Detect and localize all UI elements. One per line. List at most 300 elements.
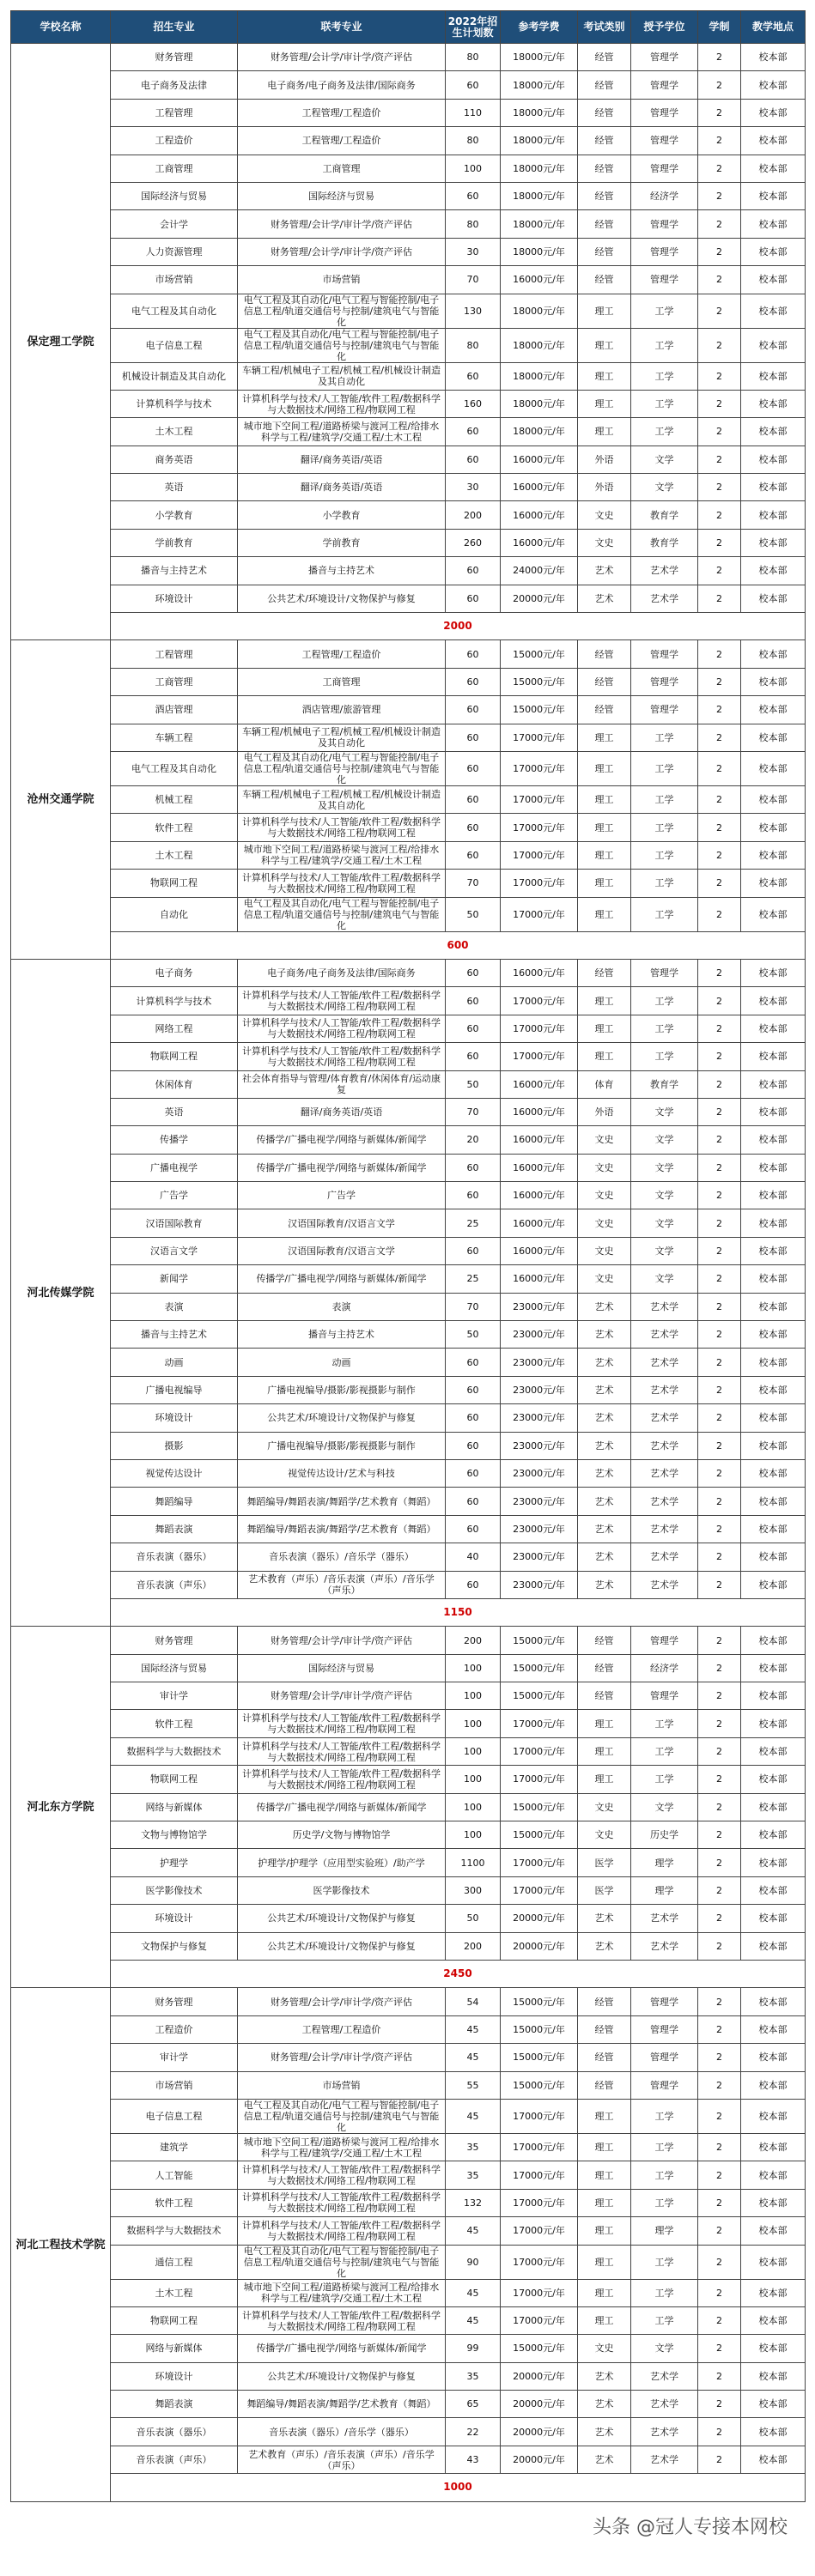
exam-category-cell: 经管 [578,238,631,265]
exam-category-cell: 文史 [578,1154,631,1181]
tuition-cell: 15000元/年 [501,1793,578,1821]
degree-cell: 管理学 [631,266,698,294]
location-cell: 校本部 [741,99,806,126]
exam-category-cell: 理工 [578,362,631,390]
location-cell: 校本部 [741,1654,806,1682]
table-row [11,724,806,751]
degree-cell: 教育学 [631,529,698,556]
plan-table-container [10,10,805,2551]
duration-cell: 2 [698,71,741,99]
tuition-cell: 18000元/年 [501,418,578,445]
plan-count-cell: 60 [446,785,501,813]
tuition-cell: 16000元/年 [501,1265,578,1293]
degree-cell: 管理学 [631,71,698,99]
exam-category-cell: 艺术 [578,2446,631,2473]
table-row [11,1849,806,1876]
tuition-cell: 17000元/年 [501,751,578,785]
tuition-cell: 23000元/年 [501,1321,578,1349]
duration-cell: 2 [698,2446,741,2473]
duration-cell: 2 [698,668,741,695]
exam-category-cell: 理工 [578,897,631,931]
plan-count-cell: 300 [446,1876,501,1904]
duration-cell: 2 [698,2071,741,2099]
table-row [11,785,806,813]
location-cell: 校本部 [741,71,806,99]
degree-cell: 文学 [631,2335,698,2362]
exam-category-cell: 理工 [578,1737,631,1765]
tuition-cell: 18000元/年 [501,328,578,362]
degree-cell: 工学 [631,2099,698,2133]
joint-major-cell: 电子商务/电子商务及法律/国际商务 [238,959,446,986]
joint-major-cell: 汉语国际教育/汉语言文学 [238,1237,446,1264]
duration-cell: 2 [698,1432,741,1459]
exam-category-cell: 经管 [578,182,631,209]
plan-count-cell: 60 [446,814,501,841]
duration-cell: 2 [698,2279,741,2306]
table-row [11,127,806,155]
plan-count-cell: 35 [446,2133,501,2161]
exam-category-cell: 经管 [578,696,631,724]
degree-cell: 工学 [631,2189,698,2216]
degree-cell: 工学 [631,294,698,328]
duration-cell: 2 [698,2306,741,2334]
table-row [11,1876,806,1904]
exam-category-cell: 理工 [578,2189,631,2216]
tuition-cell: 15000元/年 [501,1682,578,1710]
major-cell: 电气工程及其自动化 [111,294,238,328]
major-cell: 软件工程 [111,2189,238,2216]
table-row [11,2391,806,2418]
degree-cell: 艺术学 [631,2391,698,2418]
location-cell: 校本部 [741,2245,806,2279]
location-cell: 校本部 [741,2189,806,2216]
exam-category-cell: 理工 [578,814,631,841]
location-cell: 校本部 [741,1821,806,1849]
duration-cell: 2 [698,1098,741,1125]
joint-major-cell: 传播学/广播电视学/网络与新媒体/新闻学 [238,1126,446,1154]
school-total: 1150 [111,1598,806,1626]
joint-major-cell: 财务管理/会计学/审计学/资产评估 [238,44,446,71]
total-row [11,2474,806,2501]
major-cell: 电子商务 [111,959,238,986]
joint-major-cell: 电气工程及其自动化/电气工程与智能控制/电子信息工程/轨道交通信号与控制/建筑电气与智能化 [238,294,446,328]
duration-cell: 2 [698,155,741,182]
header-row [11,11,806,44]
location-cell: 校本部 [741,529,806,556]
duration-cell: 2 [698,529,741,556]
table-row [11,1043,806,1070]
table-row [11,2099,806,2133]
tuition-cell: 15000元/年 [501,668,578,695]
plan-count-cell: 45 [446,2217,501,2245]
joint-major-cell: 公共艺术/环境设计/文物保护与修复 [238,1932,446,1960]
header-degree: 授予学位 [631,11,698,44]
location-cell: 校本部 [741,1126,806,1154]
exam-category-cell: 理工 [578,2161,631,2189]
major-cell: 建筑学 [111,2133,238,2161]
degree-cell: 艺术学 [631,1932,698,1960]
tuition-cell: 23000元/年 [501,1293,578,1320]
major-cell: 物联网工程 [111,870,238,897]
school-total: 2450 [111,1961,806,1988]
tuition-cell: 17000元/年 [501,2099,578,2133]
joint-major-cell: 工商管理 [238,668,446,695]
exam-category-cell: 艺术 [578,1432,631,1459]
tuition-cell: 17000元/年 [501,870,578,897]
degree-cell: 理学 [631,2217,698,2245]
major-cell: 机械设计制造及其自动化 [111,362,238,390]
plan-count-cell: 65 [446,2391,501,2418]
joint-major-cell: 城市地下空间工程/道路桥梁与渡河工程/给排水科学与工程/建筑学/交通工程/土木工程 [238,2133,446,2161]
tuition-cell: 16000元/年 [501,1182,578,1209]
degree-cell: 艺术学 [631,585,698,612]
duration-cell: 2 [698,2015,741,2043]
tuition-cell: 17000元/年 [501,2189,578,2216]
plan-count-cell: 160 [446,390,501,417]
exam-category-cell: 艺术 [578,1376,631,1403]
location-cell: 校本部 [741,724,806,751]
degree-cell: 管理学 [631,238,698,265]
degree-cell: 工学 [631,1766,698,1793]
tuition-cell: 18000元/年 [501,182,578,209]
plan-count-cell: 60 [446,585,501,612]
joint-major-cell: 国际经济与贸易 [238,1654,446,1682]
major-cell: 网络与新媒体 [111,1793,238,1821]
tuition-cell: 23000元/年 [501,1376,578,1403]
location-cell: 校本部 [741,445,806,473]
joint-major-cell: 财务管理/会计学/审计学/资产评估 [238,1682,446,1710]
duration-cell: 2 [698,1737,741,1765]
duration-cell: 2 [698,1710,741,1737]
exam-category-cell: 艺术 [578,1932,631,1960]
tuition-cell: 18000元/年 [501,99,578,126]
location-cell: 校本部 [741,1543,806,1571]
degree-cell: 工学 [631,1043,698,1070]
tuition-cell: 24000元/年 [501,557,578,585]
school-name-cell: 保定理工学院 [11,44,111,640]
location-cell: 校本部 [741,1849,806,1876]
exam-category-cell: 经管 [578,155,631,182]
tuition-cell: 15000元/年 [501,1988,578,2015]
table-row [11,1209,806,1237]
duration-cell: 2 [698,418,741,445]
major-cell: 国际经济与贸易 [111,182,238,209]
location-cell: 校本部 [741,1793,806,1821]
degree-cell: 文学 [631,445,698,473]
table-row [11,870,806,897]
joint-major-cell: 音乐表演（器乐）/音乐学（器乐） [238,1543,446,1571]
major-cell: 小学教育 [111,501,238,529]
joint-major-cell: 计算机科学与技术/人工智能/软件工程/数据科学与大数据技术/网络工程/物联网工程 [238,1710,446,1737]
tuition-cell: 18000元/年 [501,294,578,328]
duration-cell: 2 [698,2133,741,2161]
plan-count-cell: 60 [446,640,501,668]
joint-major-cell: 历史学/文物与博物馆学 [238,1821,446,1849]
table-row [11,1293,806,1320]
duration-cell: 2 [698,1543,741,1571]
major-cell: 商务英语 [111,445,238,473]
tuition-cell: 18000元/年 [501,210,578,238]
exam-category-cell: 艺术 [578,1571,631,1598]
joint-major-cell: 电气工程及其自动化/电气工程与智能控制/电子信息工程/轨道交通信号与控制/建筑电气与智能化 [238,2245,446,2279]
plan-count-cell: 60 [446,1349,501,1376]
major-cell: 文物与博物馆学 [111,1821,238,1849]
plan-count-cell: 70 [446,1293,501,1320]
degree-cell: 管理学 [631,668,698,695]
major-cell: 电子商务及法律 [111,71,238,99]
duration-cell: 2 [698,785,741,813]
plan-count-cell: 60 [446,1488,501,1515]
table-row [11,841,806,869]
exam-category-cell: 文史 [578,529,631,556]
exam-category-cell: 经管 [578,2044,631,2071]
watermark: 头条 @冠人专接本网校 [593,2517,788,2538]
exam-category-cell: 理工 [578,2099,631,2133]
major-cell: 医学影像技术 [111,1876,238,1904]
duration-cell: 2 [698,294,741,328]
degree-cell: 管理学 [631,99,698,126]
table-row [11,1766,806,1793]
major-cell: 环境设计 [111,2362,238,2390]
tuition-cell: 17000元/年 [501,785,578,813]
location-cell: 校本部 [741,2418,806,2446]
major-cell: 计算机科学与技术 [111,987,238,1015]
location-cell: 校本部 [741,2217,806,2245]
joint-major-cell: 市场营销 [238,2071,446,2099]
degree-cell: 经济学 [631,1654,698,1682]
major-cell: 电子信息工程 [111,2099,238,2133]
table-body [11,44,806,2502]
table-row [11,1126,806,1154]
major-cell: 电气工程及其自动化 [111,751,238,785]
table-row [11,1376,806,1403]
exam-category-cell: 艺术 [578,1543,631,1571]
exam-category-cell: 理工 [578,2245,631,2279]
table-row [11,2189,806,2216]
degree-cell: 工学 [631,870,698,897]
joint-major-cell: 动画 [238,1349,446,1376]
location-cell: 校本部 [741,557,806,585]
location-cell: 校本部 [741,1905,806,1932]
plan-count-cell: 45 [446,2306,501,2334]
duration-cell: 2 [698,1404,741,1432]
joint-major-cell: 计算机科学与技术/人工智能/软件工程/数据科学与大数据技术/网络工程/物联网工程 [238,2189,446,2216]
joint-major-cell: 翻译/商务英语/英语 [238,1098,446,1125]
duration-cell: 2 [698,474,741,501]
joint-major-cell: 电子商务/电子商务及法律/国际商务 [238,71,446,99]
tuition-cell: 16000元/年 [501,1126,578,1154]
location-cell: 校本部 [741,1682,806,1710]
degree-cell: 文学 [631,474,698,501]
duration-cell: 2 [698,1293,741,1320]
exam-category-cell: 经管 [578,2015,631,2043]
table-row [11,2015,806,2043]
joint-major-cell: 城市地下空间工程/道路桥梁与渡河工程/给排水科学与工程/建筑学/交通工程/土木工程 [238,841,446,869]
plan-count-cell: 35 [446,2362,501,2390]
plan-count-cell: 100 [446,1710,501,1737]
tuition-cell: 16000元/年 [501,1237,578,1264]
degree-cell: 文学 [631,1265,698,1293]
major-cell: 审计学 [111,1682,238,1710]
duration-cell: 2 [698,1237,741,1264]
exam-category-cell: 艺术 [578,1905,631,1932]
degree-cell: 工学 [631,785,698,813]
tuition-cell: 23000元/年 [501,1515,578,1543]
exam-category-cell: 文史 [578,1821,631,1849]
duration-cell: 2 [698,1182,741,1209]
table-row [11,1154,806,1181]
duration-cell: 2 [698,1154,741,1181]
degree-cell: 艺术学 [631,557,698,585]
duration-cell: 2 [698,2391,741,2418]
major-cell: 车辆工程 [111,724,238,751]
duration-cell: 2 [698,1070,741,1098]
exam-category-cell: 艺术 [578,557,631,585]
exam-category-cell: 医学 [578,1876,631,1904]
tuition-cell: 16000元/年 [501,1098,578,1125]
degree-cell: 文学 [631,1209,698,1237]
major-cell: 广播电视学 [111,1154,238,1181]
plan-count-cell: 60 [446,724,501,751]
joint-major-cell: 工商管理 [238,155,446,182]
duration-cell: 2 [698,2418,741,2446]
major-cell: 新闻学 [111,1265,238,1293]
table-row [11,529,806,556]
plan-count-cell: 50 [446,897,501,931]
location-cell: 校本部 [741,751,806,785]
exam-category-cell: 经管 [578,1654,631,1682]
major-cell: 市场营销 [111,2071,238,2099]
duration-cell: 2 [698,1821,741,1849]
table-row [11,44,806,71]
location-cell: 校本部 [741,210,806,238]
major-cell: 机械工程 [111,785,238,813]
tuition-cell: 17000元/年 [501,2279,578,2306]
exam-category-cell: 经管 [578,2071,631,2099]
location-cell: 校本部 [741,2161,806,2189]
exam-category-cell: 经管 [578,99,631,126]
plan-count-cell: 60 [446,959,501,986]
joint-major-cell: 计算机科学与技术/人工智能/软件工程/数据科学与大数据技术/网络工程/物联网工程 [238,1015,446,1042]
joint-major-cell: 汉语国际教育/汉语言文学 [238,1209,446,1237]
plan-count-cell: 45 [446,2015,501,2043]
joint-major-cell: 传播学/广播电视学/网络与新媒体/新闻学 [238,1154,446,1181]
plan-count-cell: 35 [446,2161,501,2189]
joint-major-cell: 车辆工程/机械电子工程/机械工程/机械设计制造及其自动化 [238,724,446,751]
tuition-cell: 17000元/年 [501,2217,578,2245]
major-cell: 环境设计 [111,1905,238,1932]
major-cell: 环境设计 [111,1404,238,1432]
degree-cell: 管理学 [631,210,698,238]
joint-major-cell: 计算机科学与技术/人工智能/软件工程/数据科学与大数据技术/网络工程/物联网工程 [238,987,446,1015]
tuition-cell: 18000元/年 [501,238,578,265]
tuition-cell: 17000元/年 [501,1766,578,1793]
plan-count-cell: 100 [446,1682,501,1710]
degree-cell: 艺术学 [631,2362,698,2390]
degree-cell: 工学 [631,1737,698,1765]
major-cell: 人工智能 [111,2161,238,2189]
table-row [11,474,806,501]
major-cell: 环境设计 [111,585,238,612]
joint-major-cell: 小学教育 [238,501,446,529]
exam-category-cell: 艺术 [578,1321,631,1349]
joint-major-cell: 工程管理/工程造价 [238,99,446,126]
exam-category-cell: 理工 [578,751,631,785]
tuition-cell: 23000元/年 [501,1404,578,1432]
exam-category-cell: 理工 [578,390,631,417]
major-cell: 物联网工程 [111,1766,238,1793]
table-row [11,1070,806,1098]
degree-cell: 工学 [631,328,698,362]
location-cell: 校本部 [741,1766,806,1793]
major-cell: 音乐表演（声乐） [111,2446,238,2473]
exam-category-cell: 理工 [578,418,631,445]
duration-cell: 2 [698,897,741,931]
total-row [11,613,806,640]
plan-count-cell: 99 [446,2335,501,2362]
duration-cell: 2 [698,1766,741,1793]
degree-cell: 艺术学 [631,1321,698,1349]
school-name-cell: 河北工程技术学院 [11,1988,111,2501]
plan-count-cell: 90 [446,2245,501,2279]
location-cell: 校本部 [741,1154,806,1181]
tuition-cell: 16000元/年 [501,445,578,473]
joint-major-cell: 视觉传达设计/艺术与科技 [238,1459,446,1487]
major-cell: 文物保护与修复 [111,1932,238,1960]
tuition-cell: 17000元/年 [501,814,578,841]
degree-cell: 工学 [631,2161,698,2189]
header-exam-category: 考试类别 [578,11,631,44]
table-row [11,557,806,585]
table-row [11,751,806,785]
joint-major-cell: 传播学/广播电视学/网络与新媒体/新闻学 [238,1793,446,1821]
table-row [11,238,806,265]
location-cell: 校本部 [741,1932,806,1960]
location-cell: 校本部 [741,668,806,695]
tuition-cell: 18000元/年 [501,362,578,390]
location-cell: 校本部 [741,640,806,668]
location-cell: 校本部 [741,328,806,362]
duration-cell: 2 [698,2362,741,2390]
plan-count-cell: 45 [446,2044,501,2071]
plan-count-cell: 25 [446,1209,501,1237]
plan-count-cell: 43 [446,2446,501,2473]
degree-cell: 经济学 [631,182,698,209]
duration-cell: 2 [698,841,741,869]
location-cell: 校本部 [741,1209,806,1237]
plan-count-cell: 60 [446,71,501,99]
duration-cell: 2 [698,640,741,668]
location-cell: 校本部 [741,182,806,209]
duration-cell: 2 [698,1265,741,1293]
exam-category-cell: 理工 [578,2133,631,2161]
location-cell: 校本部 [741,1321,806,1349]
location-cell: 校本部 [741,2133,806,2161]
table-row [11,71,806,99]
table-row [11,668,806,695]
major-cell: 音乐表演（器乐） [111,1543,238,1571]
plan-count-cell: 45 [446,2099,501,2133]
major-cell: 广告学 [111,1182,238,1209]
tuition-cell: 18000元/年 [501,71,578,99]
exam-category-cell: 理工 [578,870,631,897]
major-cell: 网络与新媒体 [111,2335,238,2362]
tuition-cell: 17000元/年 [501,841,578,869]
duration-cell: 2 [698,987,741,1015]
plan-count-cell: 100 [446,1737,501,1765]
degree-cell: 工学 [631,2279,698,2306]
major-cell: 舞蹈表演 [111,1515,238,1543]
